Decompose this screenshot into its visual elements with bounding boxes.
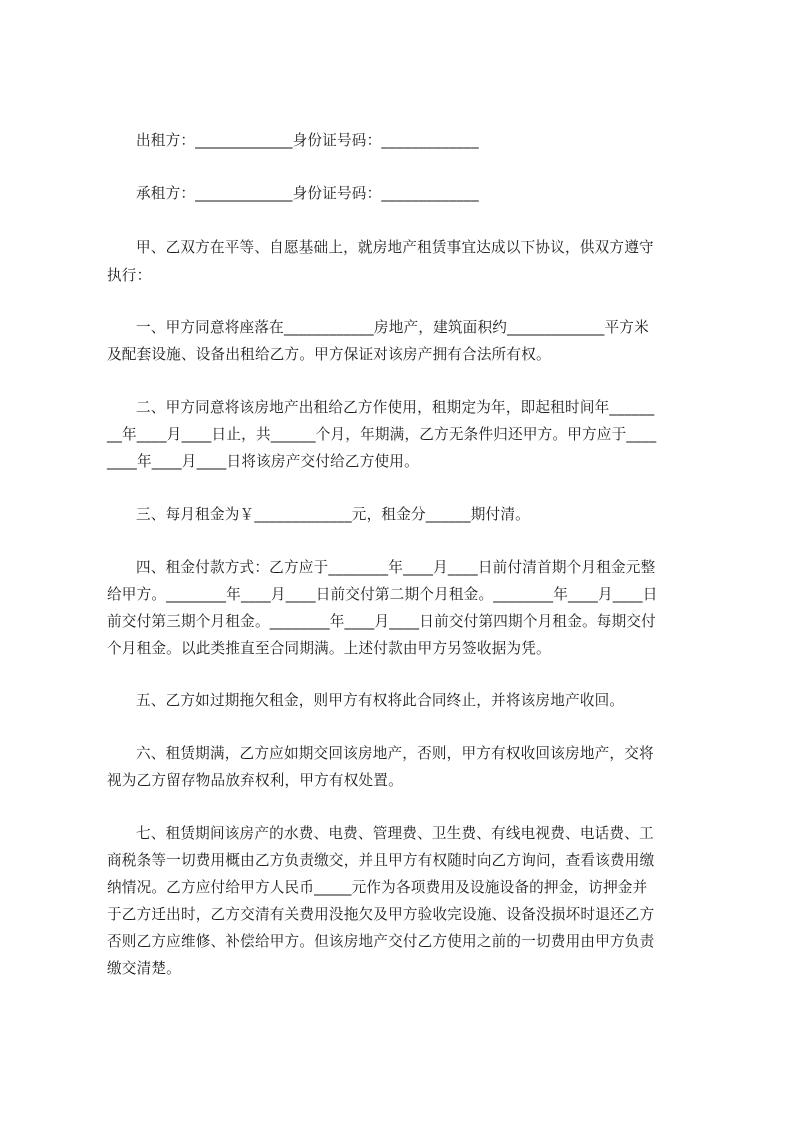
clause-7-line-6: 缴交清楚。 bbox=[107, 960, 181, 977]
clause-2-line-3: ____年____月____日将该房产交付给乙方使用。 bbox=[107, 453, 419, 470]
clause-4-line-4: 个月租金。以此类推直至合同期满。上述付款由甲方另签收据为凭。 bbox=[107, 640, 551, 657]
clause-6-line-1: 六、租赁期满，乙方应如期交回该房地产，否则，甲方有权收回该房地产，交将 bbox=[136, 745, 654, 762]
lessee-line: 承租方：_____________身份证号码：_____________ bbox=[136, 185, 479, 202]
clause-7-line-1: 七、租赁期间该房产的水费、电费、管理费、卫生费、有线电视费、电话费、工 bbox=[136, 825, 654, 842]
lessor-line: 出租方：_____________身份证号码：_____________ bbox=[136, 132, 479, 149]
clause-4-line-2: 给甲方。________年____月____日前交付第二期个月租金。________年____月____日 bbox=[107, 586, 658, 603]
clause-5-line-1: 五、乙方如过期拖欠租金，则甲方有权将此合同终止，并将该房地产收回。 bbox=[136, 692, 625, 709]
clause-7-line-2: 商税条等一切费用概由乙方负责缴交，并且甲方有权随时向乙方询问，查看该费用缴 bbox=[107, 852, 655, 869]
clause-7-line-4: 于乙方迁出时，乙方交清有关费用没拖欠及甲方验收完设施、设备没损坏时退还乙方 bbox=[107, 906, 655, 923]
clause-1-line-1: 一、甲方同意将座落在____________房地产，建筑面积约_____________平方米 bbox=[136, 319, 649, 336]
clause-6-line-2: 视为乙方留存物品放弃权利，甲方有权处置。 bbox=[107, 772, 403, 789]
clause-2-line-1: 二、甲方同意将该房地产出租给乙方作使用，租期定为年，即起租时间年______ bbox=[136, 399, 655, 416]
clause-1-line-2: 及配套设施、设备出租给乙方。甲方保证对该房产拥有合法所有权。 bbox=[107, 346, 551, 363]
clause-4-line-3: 前交付第三期个月租金。________年____月____日前交付第四期个月租金。每期交付 bbox=[107, 613, 656, 630]
clause-7-line-5: 否则乙方应维修、补偿给甲方。但该房地产交付乙方使用之前的一切费用由甲方负责 bbox=[107, 933, 655, 950]
preamble-line-2: 执行： bbox=[107, 267, 152, 284]
clause-2-line-2: __年____月____日止，共______个月，年期满，乙方无条件归还甲方。甲方应于____ bbox=[107, 426, 657, 443]
preamble-line-1: 甲、乙双方在平等、自愿基础上，就房地产租赁事宜达成以下协议，供双方遵守 bbox=[136, 239, 654, 256]
clause-7-line-3: 纳情况。乙方应付给甲方人民币_____元作为各项费用及设施设备的押金，访押金并 bbox=[107, 879, 648, 896]
clause-4-line-1: 四、租金付款方式：乙方应于________年____月____日前付清首期个月租金元整 bbox=[136, 559, 656, 576]
clause-3-line-1: 三、每月租金为￥_____________元，租金分______期付清。 bbox=[136, 506, 530, 523]
